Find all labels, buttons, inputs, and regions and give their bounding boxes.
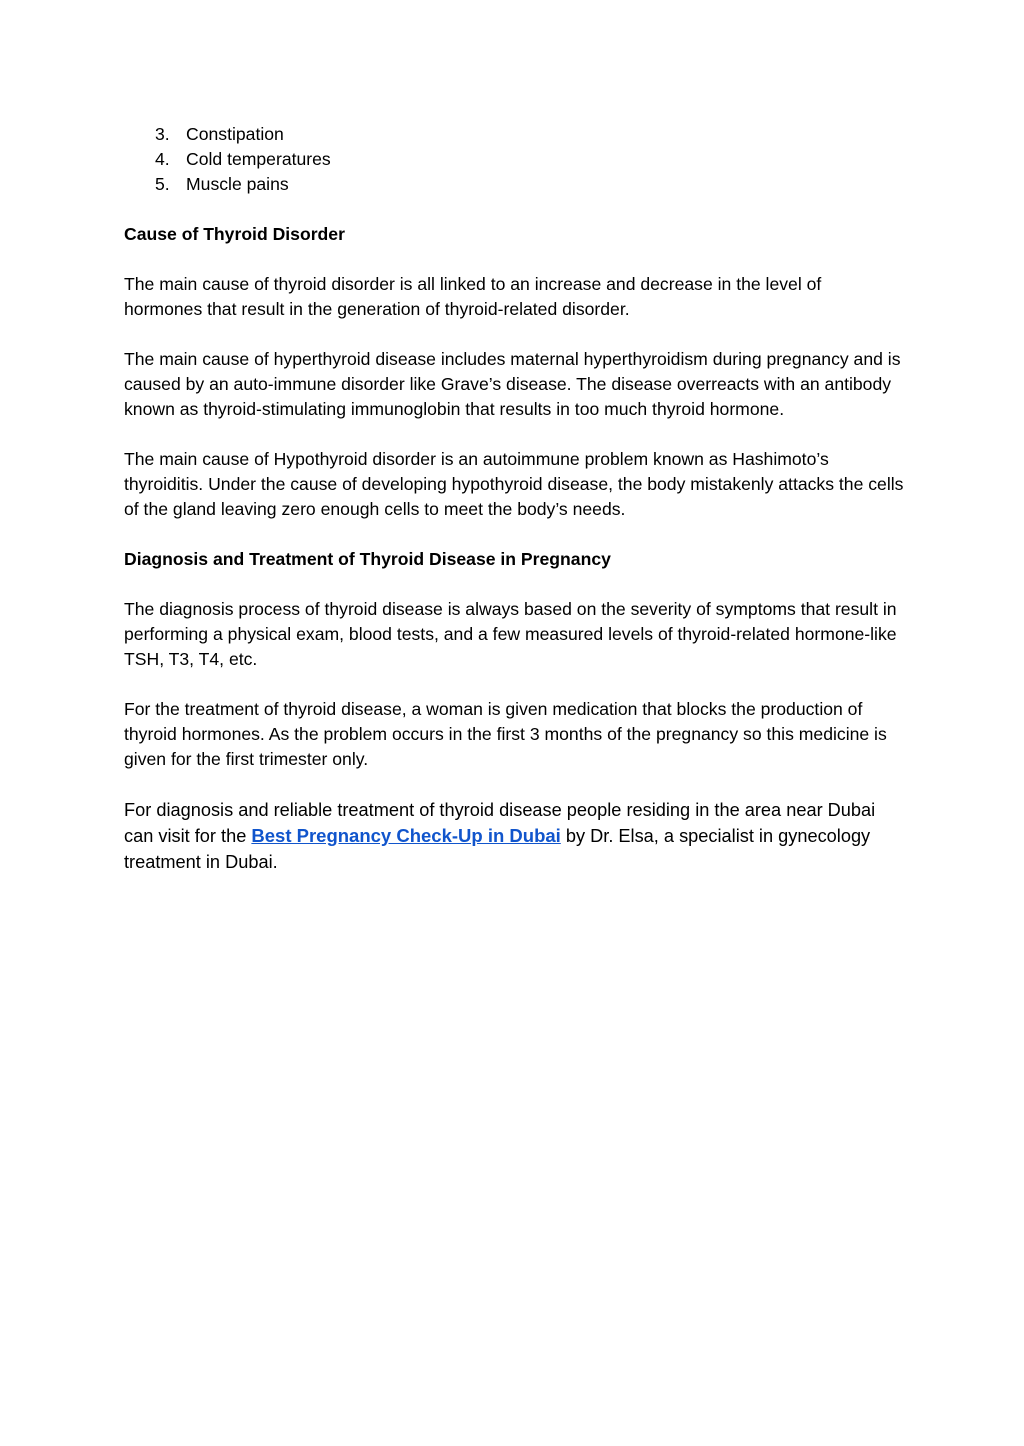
cause-paragraph-2: The main cause of hyperthyroid disease includes maternal hyperthyroidism during pregnancy and is caused by an auto-immune disorder like Grave’s disease. The disease overreacts with an antibody known as thyroid-stimulating immunoglobin that results in too much thyroid hormone. — [124, 349, 901, 419]
treatment-paragraph: For the treatment of thyroid disease, a woman is given medication that blocks the production of thyroid hormones. As the problem occurs in the first 3 months of the pregnancy so this medicine is given for the first trimester only. — [124, 699, 887, 769]
list-number: 4. — [155, 149, 170, 169]
final-paragraph — [124, 797, 904, 875]
cause-heading: Cause of Thyroid Disorder — [124, 224, 345, 244]
cause-paragraph-1: The main cause of thyroid disorder is all linked to an increase and decrease in the level of hormones that result in the generation of thyroid-related disorder. — [124, 274, 822, 319]
document-body — [124, 122, 904, 875]
list-text: Constipation — [186, 124, 284, 144]
symptom-list — [124, 122, 904, 197]
pregnancy-checkup-link[interactable]: Best Pregnancy Check-Up in Dubai — [251, 825, 561, 846]
list-text: Muscle pains — [186, 174, 289, 194]
list-item — [124, 122, 904, 147]
cause-paragraph-3: The main cause of Hypothyroid disorder is an autoimmune problem known as Hashimoto’s thyroiditis. Under the cause of developing hypothyroid disease, the body mistakenly attacks the cells of the gland leaving zero enough cells to meet the body’s needs. — [124, 449, 904, 519]
list-number: 3. — [155, 124, 170, 144]
diagnosis-heading: Diagnosis and Treatment of Thyroid Disease in Pregnancy — [124, 549, 611, 569]
final-text-before: For diagnosis and reliable treatment of thyroid disease people residing in the area near Dubai can visit for the — [124, 800, 876, 846]
list-item — [124, 172, 904, 197]
list-text: Cold temperatures — [186, 149, 331, 169]
diagnosis-paragraph-1: The diagnosis process of thyroid disease is always based on the severity of symptoms that result in performing a physical exam, blood tests, and a few measured levels of thyroid-related hormone-like TSH, T3, T4, etc. — [124, 599, 897, 669]
final-text-after: by Dr. Elsa, a specialist in gynecology treatment in Dubai. — [124, 826, 871, 872]
list-number: 5. — [155, 174, 170, 194]
list-item — [124, 147, 904, 172]
